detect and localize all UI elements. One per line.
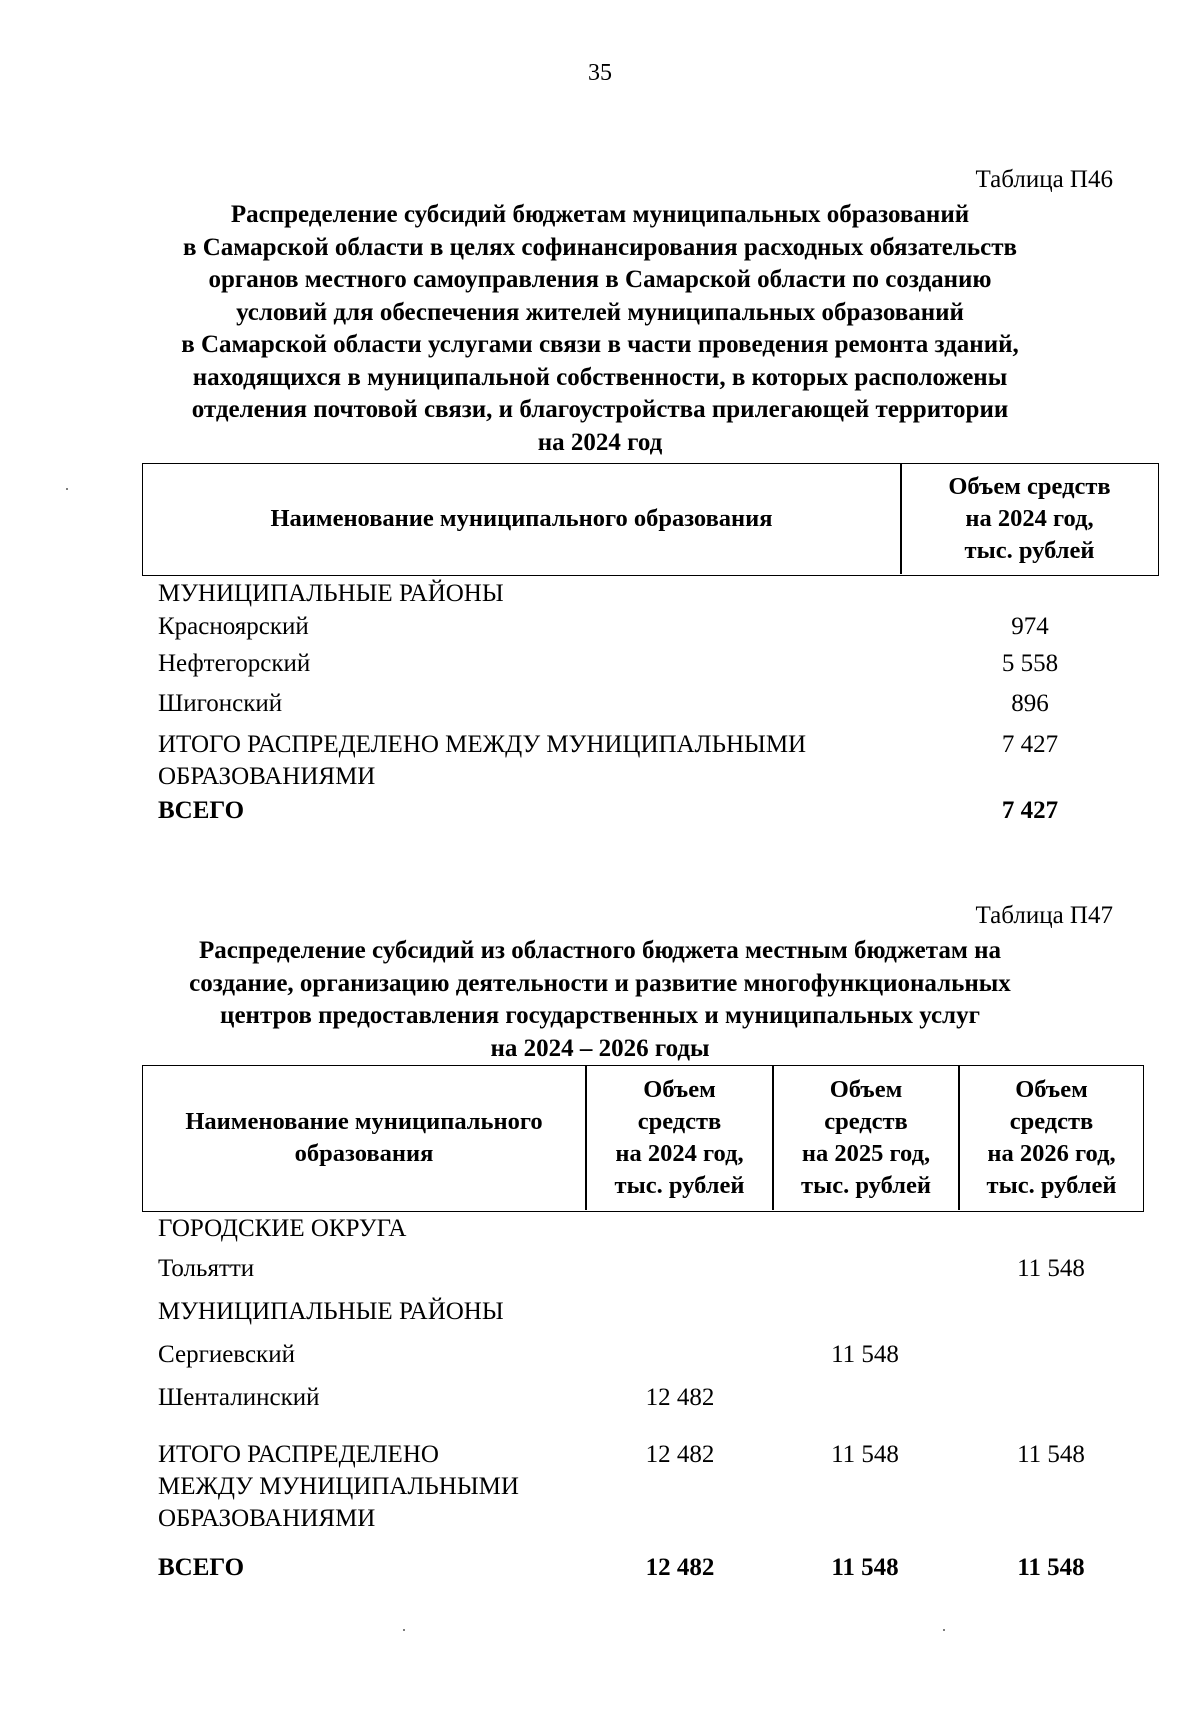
total-label: ВСЕГО	[158, 797, 245, 824]
header-line: средств	[1009, 1108, 1094, 1135]
header-line: на 2025 год,	[801, 1140, 931, 1167]
table-47-header	[142, 1065, 1144, 1212]
header-volume	[901, 464, 1158, 574]
row-name: Тольятти	[158, 1255, 255, 1282]
table-47-title	[0, 935, 1200, 1065]
table-46-title	[0, 199, 1200, 459]
header-line: на 2024 год,	[965, 505, 1094, 532]
header-line: средств	[824, 1108, 908, 1135]
row-value-2024: 12 482	[645, 1384, 715, 1411]
subtotal-value-2025: 11 548	[831, 1441, 899, 1468]
page-number: 35	[588, 60, 612, 86]
subtotal-label: ИТОГО РАСПРЕДЕЛЕНО	[158, 1441, 439, 1468]
total-value: 7 427	[1001, 797, 1059, 824]
header-line: Объем	[829, 1076, 903, 1103]
header-line: тыс. рублей	[801, 1172, 931, 1199]
row-value-2026: 11 548	[1017, 1255, 1085, 1282]
header-name: Наименование муниципального образования	[270, 505, 773, 532]
table-46-header	[142, 463, 1159, 576]
row-name: Красноярский	[158, 613, 309, 640]
subtotal-label: ОБРАЗОВАНИЯМИ	[158, 763, 376, 790]
scan-speck	[66, 488, 68, 490]
section-heading: МУНИЦИПАЛЬНЫЕ РАЙОНЫ	[158, 1298, 504, 1325]
title-line: Распределение субсидий бюджетам муниципальных образований	[230, 201, 970, 228]
header-line: Объем средств	[948, 473, 1111, 500]
table-47-label: Таблица П47	[975, 902, 1113, 929]
title-line: в Самарской области услугами связи в части проведения ремонта зданий,	[181, 331, 1019, 358]
header-2024	[587, 1066, 772, 1210]
title-line: в Самарской области в целях софинансирования расходных обязательств	[183, 233, 1017, 261]
row-value: 974	[1011, 613, 1049, 640]
table-46-label: Таблица П46	[975, 166, 1113, 193]
header-line: на 2026 год,	[987, 1140, 1116, 1167]
header-line: тыс. рублей	[964, 537, 1095, 564]
subtotal-value: 7 427	[1001, 731, 1059, 758]
subtotal-label: ОБРАЗОВАНИЯМИ	[158, 1505, 376, 1532]
row-name: Шенталинский	[158, 1384, 320, 1411]
header-line: Объем	[643, 1076, 716, 1103]
title-line: Распределение субсидий из областного бюджета местным бюджетам на	[198, 937, 1001, 964]
title-line: находящихся в муниципальной собственности, в которых расположены	[192, 363, 1008, 391]
title-line: органов местного самоуправления в Самарской области по созданию	[208, 266, 992, 293]
section-heading: ГОРОДСКИЕ ОКРУГА	[158, 1215, 407, 1242]
subtotal-label: ИТОГО РАСПРЕДЕЛЕНО МЕЖДУ МУНИЦИПАЛЬНЫМИ	[158, 731, 807, 758]
subtotal-label: МЕЖДУ МУНИЦИПАЛЬНЫМИ	[158, 1473, 519, 1500]
total-value-2024: 12 482	[645, 1554, 715, 1581]
title-line: на 2024 – 2026 годы	[490, 1034, 710, 1062]
header-line: образования	[294, 1140, 434, 1167]
header-line: тыс. рублей	[986, 1172, 1117, 1199]
header-name	[143, 1066, 585, 1210]
title-line: центров предоставления государственных и муниципальных услуг	[220, 1002, 980, 1029]
header-2026	[960, 1066, 1143, 1210]
section-heading: МУНИЦИПАЛЬНЫЕ РАЙОНЫ	[158, 580, 504, 607]
row-name: Нефтегорский	[158, 650, 311, 677]
row-value: 5 558	[1001, 650, 1059, 677]
scan-speck	[943, 1629, 945, 1631]
header-line: Наименование муниципального	[185, 1108, 543, 1135]
row-name: Шигонский	[158, 690, 283, 717]
title-line: создание, организацию деятельности и развитие многофункциональных	[189, 969, 1011, 997]
total-label: ВСЕГО	[158, 1554, 245, 1581]
subtotal-value-2026: 11 548	[1017, 1441, 1085, 1468]
scan-speck	[403, 1629, 405, 1631]
row-name: Сергиевский	[158, 1341, 295, 1368]
header-line: на 2024 год,	[615, 1140, 744, 1167]
header-line: тыс. рублей	[614, 1172, 745, 1199]
header-2025	[774, 1066, 958, 1210]
title-line: условий для обеспечения жителей муниципальных образований	[236, 298, 964, 326]
row-value-2025: 11 548	[831, 1341, 899, 1368]
header-line: средств	[637, 1108, 722, 1135]
title-line: на 2024 год	[537, 428, 663, 456]
header-line: Объем	[1015, 1076, 1088, 1103]
subtotal-value-2024: 12 482	[645, 1441, 715, 1468]
total-value-2026: 11 548	[1017, 1554, 1085, 1581]
total-value-2025: 11 548	[831, 1554, 899, 1581]
title-line: отделения почтовой связи, и благоустройства прилегающей территории	[191, 396, 1009, 423]
row-value: 896	[1011, 690, 1049, 717]
